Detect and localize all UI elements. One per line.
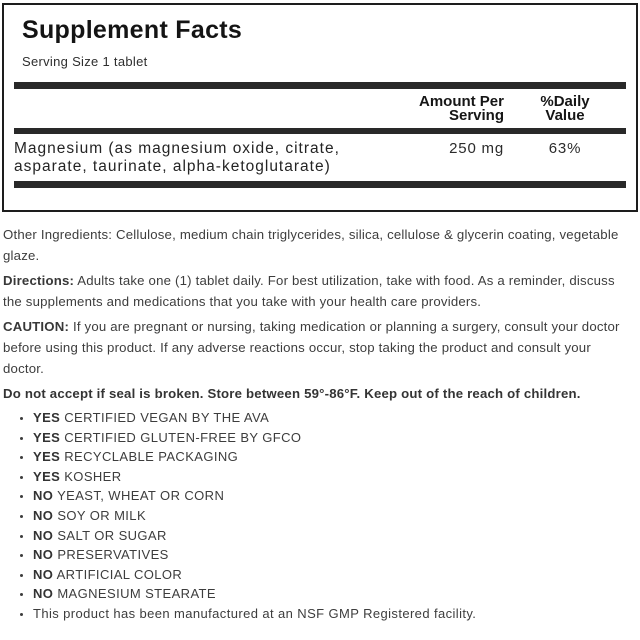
features-list (3, 406, 635, 624)
other-ingredients-label: Other Ingredients: (3, 227, 113, 242)
bullet-prefix: NO (33, 527, 54, 543)
caution-paragraph (3, 316, 635, 379)
column-header-dv-line1: %Daily (540, 93, 590, 110)
list-item (33, 604, 635, 624)
bullet-text: KOSHER (64, 468, 122, 484)
nutrient-daily-value: 63% (548, 140, 582, 157)
column-header-amount (364, 95, 504, 123)
directions-paragraph (3, 270, 635, 312)
caution-label: CAUTION: (3, 319, 70, 334)
bullet-prefix: NO (33, 488, 54, 504)
bullet-prefix: YES (33, 410, 61, 425)
caution-text: If you are pregnant or nursing, taking medication or planning a surgery, consult your doctor before using this product. If any adverse reactions occur, stop taking the product and consult your doctor. (3, 319, 620, 376)
bullet-text: This product has been manufactured at an NSF GMP Registered facility. (33, 605, 477, 621)
bullet-prefix: NO (33, 586, 54, 602)
divider-bar-top (14, 82, 626, 89)
column-header-amount-line2: Serving (448, 107, 504, 124)
panel-title: Supplement Facts (22, 16, 243, 44)
list-item (33, 506, 635, 526)
bullet-text: PRESERVATIVES (57, 547, 169, 563)
bullet-text: YEAST, WHEAT OR CORN (57, 488, 225, 504)
bullet-prefix: YES (33, 468, 61, 484)
bullet-text: SALT OR SUGAR (57, 527, 167, 543)
other-ingredients-text: Cellulose, medium chain triglycerides, silica, cellulose & glycerin coating, vegetable glaze. (3, 227, 619, 263)
bullet-text: SOY OR MILK (57, 507, 147, 523)
supplement-facts-panel (2, 3, 638, 212)
list-item (33, 408, 635, 428)
nutrient-amount: 250 mg (449, 140, 504, 157)
list-item (33, 428, 635, 448)
directions-label: Directions: (3, 273, 75, 288)
nutrient-row (14, 140, 626, 175)
bullet-text: CERTIFIED GLUTEN-FREE BY GFCO (64, 429, 302, 445)
other-ingredients-paragraph (3, 224, 635, 266)
bullet-prefix: NO (33, 507, 54, 523)
divider-bar-bottom (14, 181, 626, 188)
list-item (33, 467, 635, 487)
column-header-amount-line1: Amount Per (418, 93, 504, 110)
divider-bar-middle (14, 128, 626, 134)
column-header-daily-value (504, 95, 626, 123)
bullet-prefix: YES (33, 429, 61, 445)
storage-warning-paragraph: Do not accept if seal is broken. Store between 59°-86°F. Keep out of the reach of children. (3, 386, 581, 401)
list-item (33, 545, 635, 565)
bullet-prefix: NO (33, 547, 54, 563)
list-item (33, 447, 635, 467)
list-item (33, 565, 635, 585)
bullet-prefix: NO (33, 566, 54, 582)
bullet-text: MAGNESIUM STEARATE (57, 586, 216, 602)
list-item (33, 526, 635, 546)
directions-text: Adults take one (1) tablet daily. For best utilization, take with food. As a reminder, discuss the supplements and medications that you take with your health care providers. (3, 273, 615, 309)
bullet-text: RECYCLABLE PACKAGING (64, 449, 239, 465)
nutrient-name: Magnesium (as magnesium oxide, citrate, asparate, taurinate, alpha-ketoglutarate) (14, 140, 340, 175)
bullet-text: ARTIFICIAL COLOR (56, 566, 183, 582)
list-item (33, 486, 635, 506)
list-item (33, 584, 635, 604)
bullet-text: CERTIFIED VEGAN BY THE AVA (64, 410, 270, 425)
bullet-prefix: YES (33, 449, 61, 465)
serving-size-text: Serving Size 1 tablet (22, 54, 148, 69)
column-header-dv-line2: Value (545, 107, 585, 124)
label-body-copy (0, 218, 640, 624)
column-header-row (14, 95, 626, 123)
